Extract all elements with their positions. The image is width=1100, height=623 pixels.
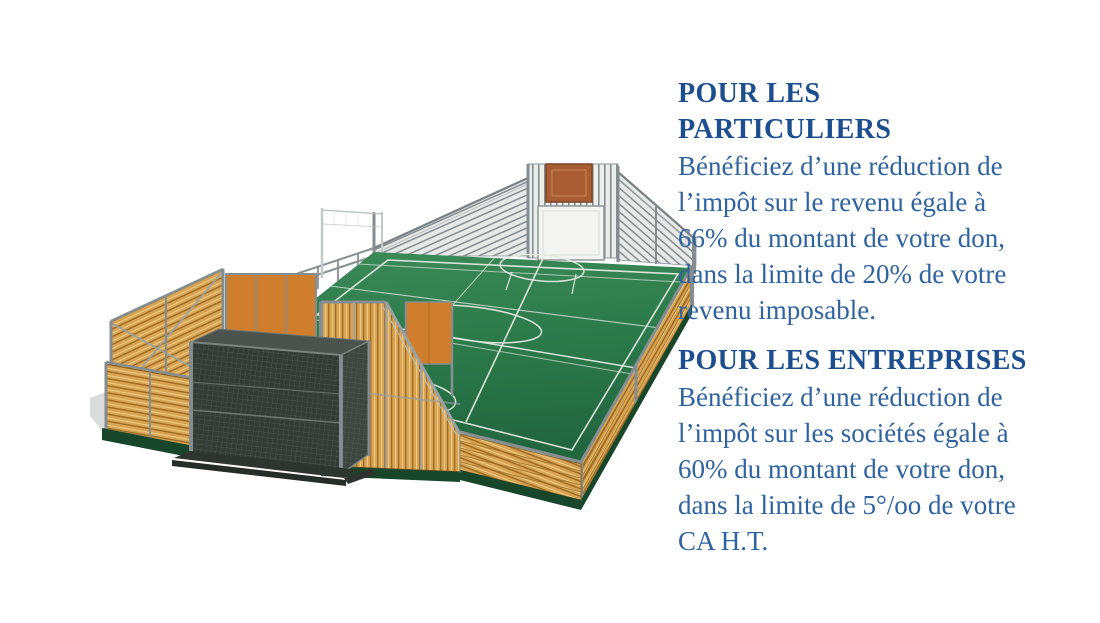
entreprises-body-line: l’impôt sur les sociétés égale à xyxy=(678,418,1009,448)
court-illustration xyxy=(76,152,716,524)
particuliers-heading: PARTICULIERS xyxy=(678,114,892,145)
benefits-text xyxy=(678,76,1068,559)
particuliers-body-line: l’impôt sur le revenu égale à xyxy=(678,187,987,217)
goal-cage xyxy=(172,329,376,486)
particuliers-heading: POUR LES xyxy=(678,78,821,109)
particuliers-section xyxy=(678,76,1068,328)
particuliers-body-line: revenu imposable. xyxy=(678,295,876,325)
particuliers-body-line: Bénéficiez d’une réduction de xyxy=(678,151,1003,181)
entreprises-body-line: Bénéficiez d’une réduction de xyxy=(678,382,1003,412)
entreprises-section xyxy=(678,343,1068,559)
entreprises-body-line: CA H.T. xyxy=(678,526,769,556)
entreprises-heading: POUR LES ENTREPRISES xyxy=(678,345,1027,376)
particuliers-body-line: 66% du montant de votre don, xyxy=(678,223,1005,253)
entreprises-body-line: dans la limite de 5°/oo de votre xyxy=(678,490,1016,520)
particuliers-body-line: dans la limite de 20% de votre xyxy=(678,259,1007,289)
entreprises-body-line: 60% du montant de votre don, xyxy=(678,454,1005,484)
